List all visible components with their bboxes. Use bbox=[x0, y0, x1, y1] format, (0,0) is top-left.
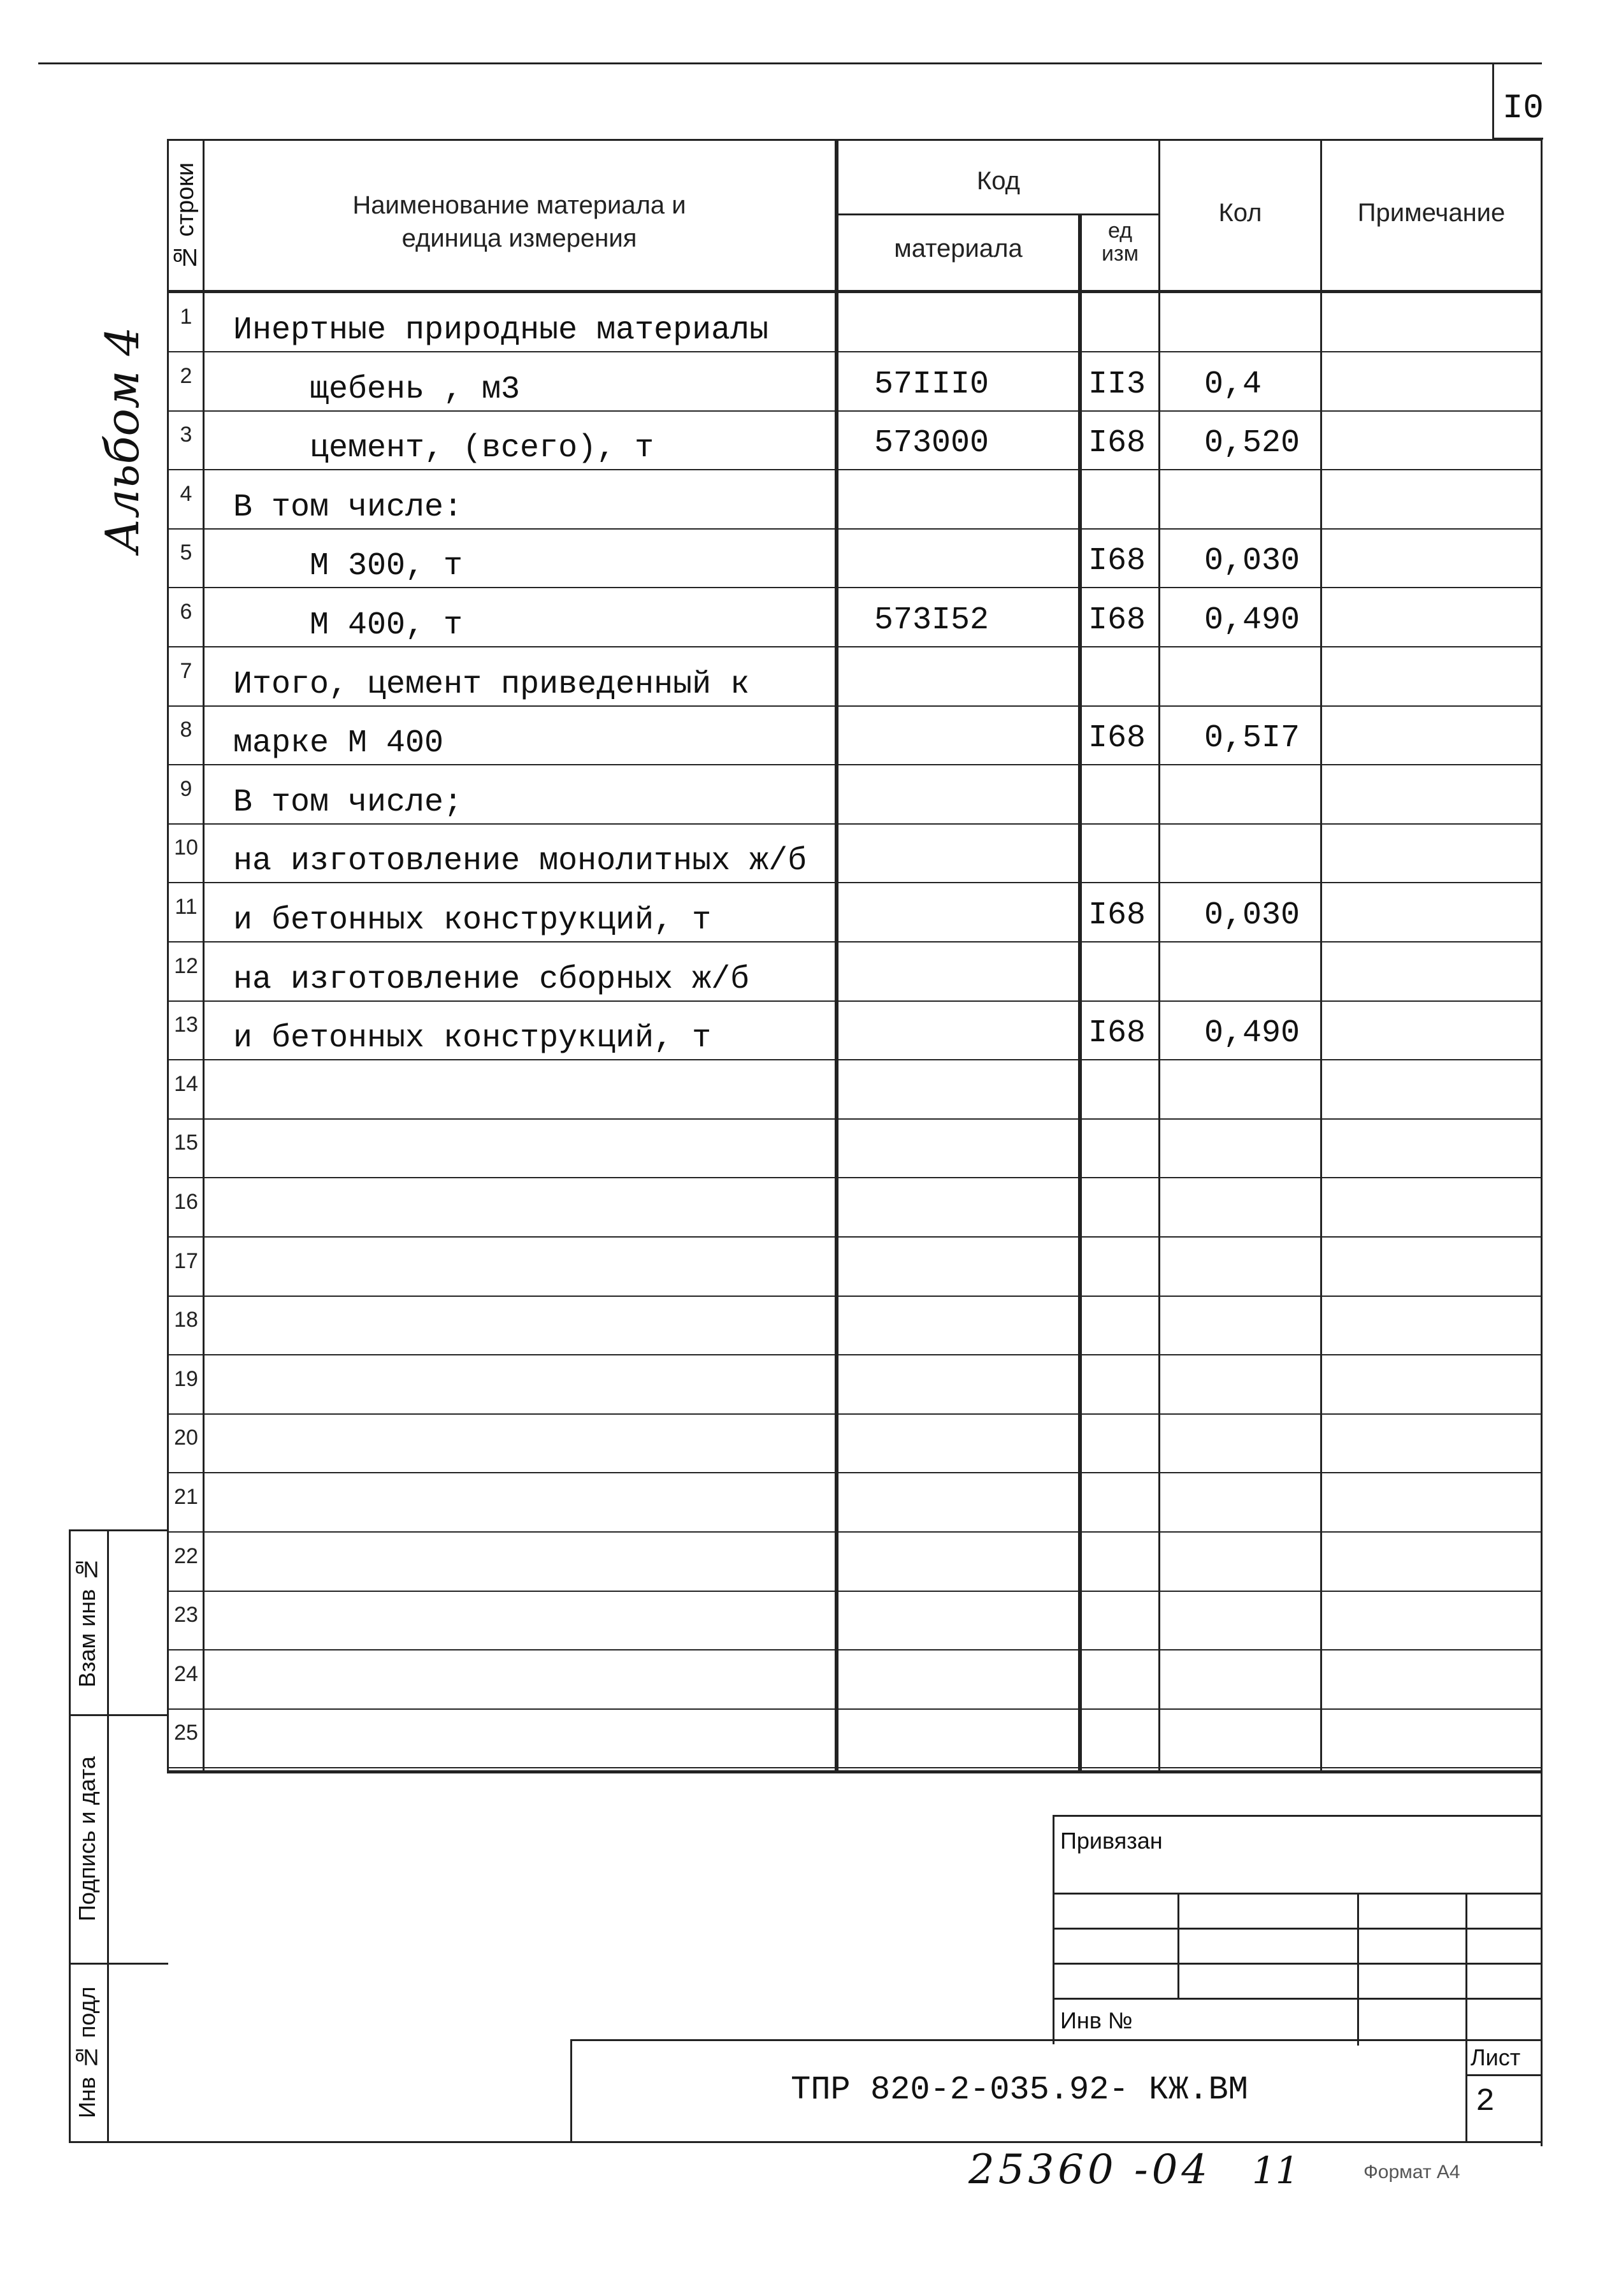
row-unit-code: I68 bbox=[1088, 425, 1146, 461]
row-material-name: В том числе; bbox=[233, 784, 463, 821]
row-material-name: Инертные природные материалы bbox=[233, 312, 769, 349]
tb-row2 bbox=[1053, 1928, 1542, 1930]
row-divider bbox=[167, 1354, 1542, 1355]
footer-doc-number: 25360 -04 bbox=[968, 2146, 1211, 2193]
tb-v3 bbox=[1465, 1893, 1467, 2141]
bottom-border bbox=[69, 2141, 1542, 2143]
row-number: 5 bbox=[180, 540, 192, 565]
tb-row1 bbox=[1053, 1893, 1542, 1895]
tb-main-left bbox=[570, 2039, 572, 2141]
row-number: 10 bbox=[174, 835, 198, 860]
code-split-line bbox=[835, 213, 1160, 215]
tb-sheet-label: Лист bbox=[1471, 2044, 1521, 2070]
stamp-mid bbox=[107, 1529, 109, 2141]
row-material-name: и бетонных конструкций, т bbox=[233, 902, 712, 939]
header-name-line2: единица измерения bbox=[401, 224, 637, 252]
row-number: 15 bbox=[174, 1130, 198, 1155]
col-code-right bbox=[1078, 213, 1082, 1770]
row-quantity: 0,490 bbox=[1204, 1015, 1300, 1051]
stamp-inv-podl: Инв № подл bbox=[74, 1986, 100, 2119]
row-number: 3 bbox=[180, 422, 192, 447]
row-material-name: Итого, цемент приведенный к bbox=[233, 667, 750, 703]
row-quantity: 0,490 bbox=[1204, 602, 1300, 639]
tb-row3 bbox=[1053, 1963, 1542, 1965]
tb-inv-no: Инв № bbox=[1060, 2007, 1133, 2033]
row-divider bbox=[167, 823, 1542, 825]
row-material-name: В том числе: bbox=[233, 489, 463, 526]
footer-sheet-count: 11 bbox=[1252, 2149, 1299, 2192]
row-material-name: марке М 400 bbox=[233, 725, 444, 762]
row-material-name: М 300, т bbox=[310, 548, 463, 584]
row-divider bbox=[167, 1236, 1542, 1238]
row-divider bbox=[167, 1118, 1542, 1120]
row-material-name: на изготовление монолитных ж/б bbox=[233, 843, 807, 879]
stamp-left bbox=[69, 1529, 71, 2141]
row-material-name: и бетонных конструкций, т bbox=[233, 1020, 712, 1057]
row-number: 25 bbox=[174, 1721, 198, 1745]
tb-designation: ТПР 820-2-035.92- КЖ.ВМ bbox=[791, 2071, 1248, 2109]
row-divider bbox=[167, 1296, 1542, 1297]
stamp-div2 bbox=[69, 1963, 168, 1965]
row-quantity: 0,5I7 bbox=[1204, 720, 1300, 756]
row-divider bbox=[167, 351, 1542, 352]
row-divider bbox=[167, 1531, 1542, 1533]
row-number: 12 bbox=[174, 954, 198, 978]
row-number: 9 bbox=[180, 777, 192, 801]
tb-sheet-no: 2 bbox=[1476, 2084, 1495, 2120]
row-unit-code: I68 bbox=[1088, 1015, 1146, 1051]
header-row-no: № строки bbox=[172, 162, 199, 270]
tb-privyazan: Привязан bbox=[1060, 1828, 1163, 1854]
row-number: 1 bbox=[180, 305, 192, 329]
row-divider bbox=[167, 1177, 1542, 1178]
header-qty: Кол bbox=[1218, 199, 1262, 227]
row-quantity: 0,4 bbox=[1204, 366, 1262, 403]
page-number: I0 bbox=[1502, 89, 1544, 128]
row-divider bbox=[167, 1591, 1542, 1592]
row-divider bbox=[167, 1472, 1542, 1473]
row-divider bbox=[167, 705, 1542, 707]
footer-format: Формат А4 bbox=[1364, 2162, 1460, 2183]
row-number: 18 bbox=[174, 1308, 198, 1332]
header-top bbox=[167, 139, 1542, 141]
row-material-code: 57III0 bbox=[874, 366, 989, 403]
col-rowno-right bbox=[203, 139, 205, 1770]
row-divider bbox=[167, 941, 1542, 942]
row-material-name: щебень , м3 bbox=[310, 372, 521, 408]
row-divider bbox=[167, 587, 1542, 588]
stamp-top bbox=[69, 1529, 168, 1531]
row-number: 19 bbox=[174, 1367, 198, 1391]
row-number: 22 bbox=[174, 1544, 198, 1568]
row-quantity: 0,030 bbox=[1204, 543, 1300, 579]
page-number-box-left bbox=[1492, 62, 1494, 139]
row-divider bbox=[167, 1059, 1542, 1060]
top-border bbox=[38, 62, 1542, 64]
row-divider bbox=[167, 646, 1542, 647]
tb-left bbox=[1053, 1815, 1054, 2044]
row-number: 14 bbox=[174, 1072, 198, 1096]
row-divider bbox=[167, 1413, 1542, 1415]
row-number: 7 bbox=[180, 659, 192, 683]
header-unit-line2: изм bbox=[1102, 242, 1139, 266]
stamp-div1 bbox=[69, 1714, 168, 1716]
col-name-right bbox=[835, 139, 838, 1770]
row-number: 8 bbox=[180, 718, 192, 742]
row-unit-code: I68 bbox=[1088, 543, 1146, 579]
row-divider bbox=[167, 469, 1542, 470]
stamp-vzam: Взам инв № bbox=[74, 1556, 100, 1687]
col-unit-right bbox=[1158, 139, 1160, 1770]
table-bottom bbox=[167, 1770, 1542, 1773]
row-material-name: М 400, т bbox=[310, 607, 463, 644]
row-number: 23 bbox=[174, 1603, 198, 1627]
header-bottom bbox=[167, 290, 1542, 293]
tb-row4 bbox=[1053, 1998, 1542, 2000]
tb-v2 bbox=[1357, 1893, 1359, 2046]
row-material-code: 573I52 bbox=[874, 602, 989, 639]
tb-top bbox=[1053, 1815, 1542, 1817]
header-unit bbox=[1082, 219, 1158, 265]
row-number: 21 bbox=[174, 1485, 198, 1509]
header-material: материала bbox=[894, 235, 1023, 263]
row-number: 6 bbox=[180, 600, 192, 624]
row-quantity: 0,030 bbox=[1204, 897, 1300, 934]
row-number: 24 bbox=[174, 1662, 198, 1686]
row-material-code: 573000 bbox=[874, 425, 989, 461]
header-code: Код bbox=[976, 167, 1020, 195]
row-divider bbox=[167, 1000, 1542, 1002]
row-number: 13 bbox=[174, 1013, 198, 1037]
header-note: Примечание bbox=[1357, 199, 1506, 227]
row-divider bbox=[167, 410, 1542, 412]
tb-v1 bbox=[1177, 1893, 1179, 1998]
frame-left bbox=[167, 139, 169, 1770]
row-unit-code: I68 bbox=[1088, 602, 1146, 639]
tb-sheet-div bbox=[1465, 2074, 1542, 2076]
row-material-name: цемент, (всего), т bbox=[310, 430, 654, 466]
row-divider bbox=[167, 528, 1542, 530]
row-divider bbox=[167, 764, 1542, 765]
row-unit-code: II3 bbox=[1088, 366, 1146, 403]
row-number: 11 bbox=[175, 895, 198, 919]
row-material-name: на изготовление сборных ж/б bbox=[233, 962, 750, 998]
row-number: 17 bbox=[174, 1249, 198, 1273]
col-qty-right bbox=[1320, 139, 1322, 1770]
header-unit-line1: ед bbox=[1107, 219, 1132, 243]
row-divider bbox=[167, 1649, 1542, 1650]
stamp-podpis: Подпись и дата bbox=[74, 1756, 100, 1922]
row-number: 16 bbox=[174, 1190, 198, 1214]
header-name-line1: Наименование материала и bbox=[352, 191, 686, 219]
row-number: 2 bbox=[180, 364, 192, 388]
tb-main-top bbox=[570, 2039, 1542, 2041]
row-unit-code: I68 bbox=[1088, 897, 1146, 934]
row-divider bbox=[167, 1708, 1542, 1710]
row-quantity: 0,520 bbox=[1204, 425, 1300, 461]
row-unit-code: I68 bbox=[1088, 720, 1146, 756]
row-number: 4 bbox=[180, 482, 192, 506]
row-number: 20 bbox=[174, 1426, 198, 1450]
row-divider bbox=[167, 882, 1542, 883]
row-divider bbox=[167, 1767, 1542, 1768]
album-label: Альбом 4 bbox=[96, 326, 149, 553]
frame-right bbox=[1541, 139, 1543, 2146]
